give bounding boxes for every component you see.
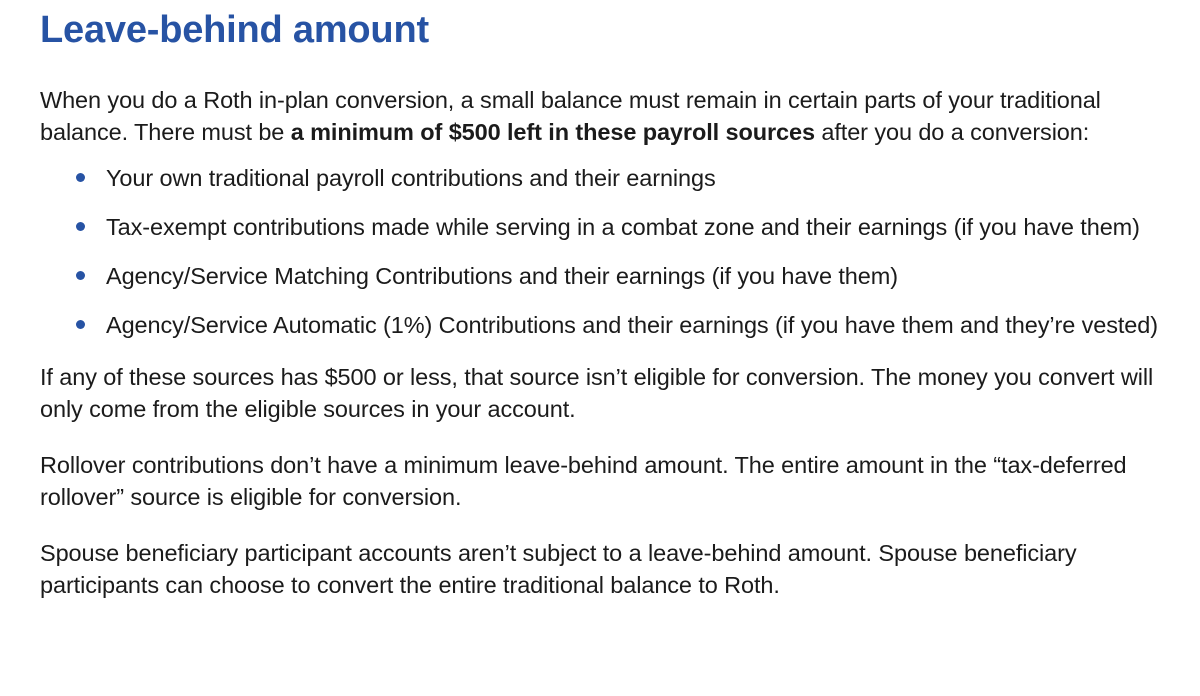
rollover-paragraph: Rollover contributions don’t have a minimum leave-behind amount. The entire amount in the “tax-deferred rollover” source is eligible for conversion. (40, 452, 1127, 510)
bullet-icon (76, 271, 85, 280)
list-item-text: Your own traditional payroll contributions and their earnings (106, 165, 716, 191)
list-item-text: Tax-exempt contributions made while serving in a combat zone and their earnings (if you have them) (106, 214, 1140, 240)
list-item (40, 260, 1176, 292)
intro-text-start: When you do a Roth in-plan conversion, a small balance must remain in certain parts of your traditional balance. There must be (40, 87, 1101, 145)
intro-text-end: after you do a conversion: (814, 119, 1090, 145)
bullet-icon (76, 222, 85, 231)
intro-emphasis: a minimum of $500 left in these payroll sources (290, 119, 815, 145)
intro-paragraph (40, 84, 1176, 148)
payroll-sources-list (40, 162, 1176, 341)
list-item (40, 162, 1176, 194)
eligibility-paragraph: If any of these sources has $500 or less, that source isn’t eligible for conversion. The money you convert will only come from the eligible sources in your account. (40, 364, 1154, 422)
spouse-beneficiary-paragraph: Spouse beneficiary participant accounts aren’t subject to a leave-behind amount. Spouse beneficiary participants can choose to convert the entire traditional balance to Roth. (40, 540, 1077, 598)
bullet-icon (76, 320, 85, 329)
list-item (40, 211, 1176, 243)
list-item (40, 309, 1176, 341)
list-item-text: Agency/Service Automatic (1%) Contributions and their earnings (if you have them and they’re vested) (106, 312, 1158, 338)
bullet-icon (76, 173, 85, 182)
section-heading: Leave-behind amount (40, 9, 429, 51)
list-item-text: Agency/Service Matching Contributions and their earnings (if you have them) (106, 263, 898, 289)
